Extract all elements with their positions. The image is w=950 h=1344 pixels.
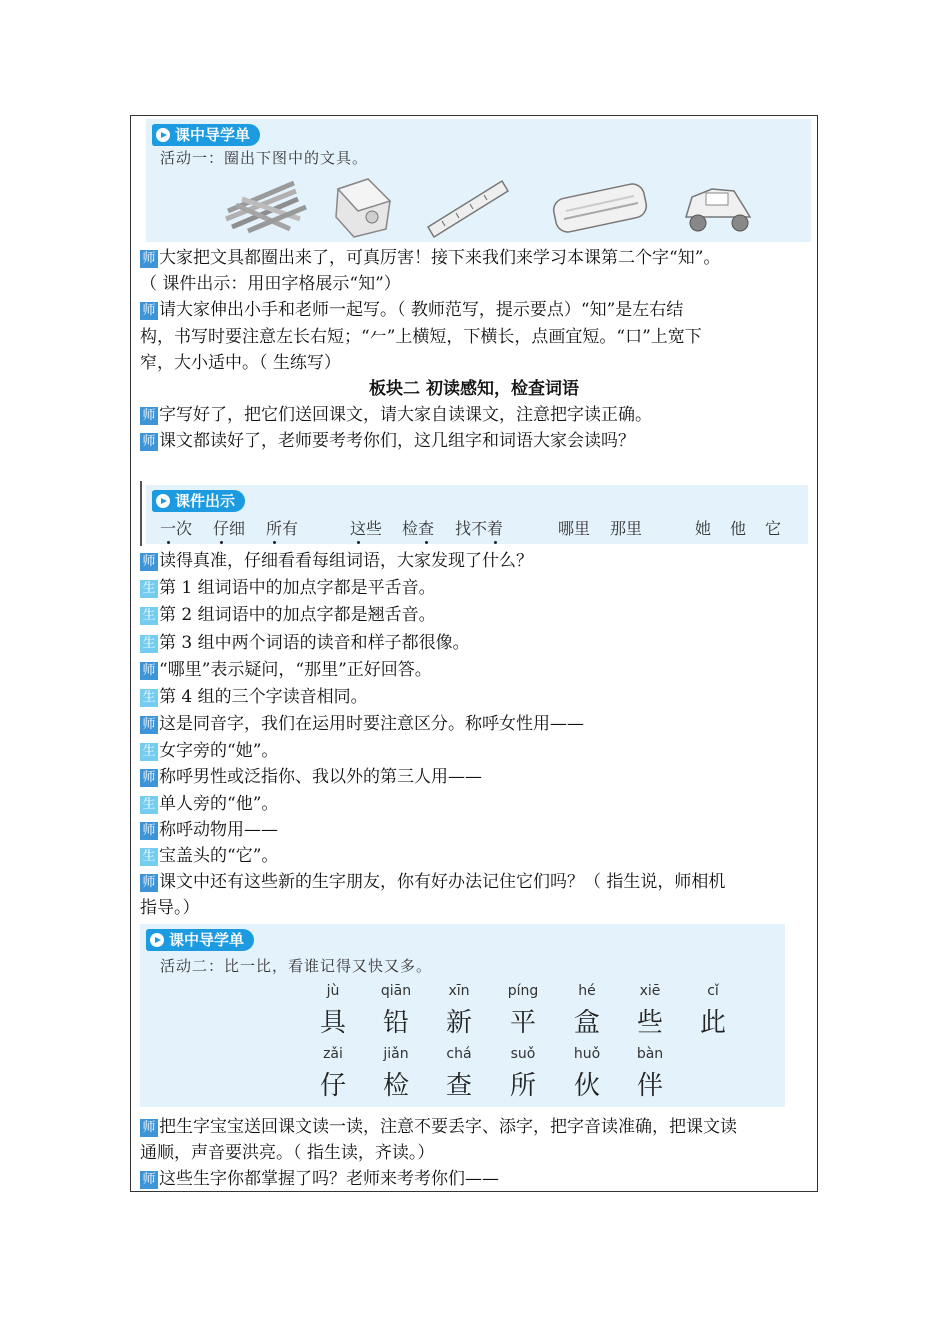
dialogue-line: 生 单人旁的“他”。 [140, 791, 278, 817]
teacher-badge: 师 [140, 769, 158, 787]
pinyin: píng [507, 983, 539, 999]
dialogue-line: 师 读得真准，仔细看看每组词语，大家发现了什么？ [140, 548, 533, 574]
hanzi: 伴 [636, 1071, 663, 1101]
word-item: 她 [695, 519, 712, 538]
teacher-badge: 师 [140, 874, 158, 892]
play-icon [156, 494, 170, 508]
teacher-badge: 师 [140, 553, 158, 571]
dialogue-line: 师 这是同音字，我们在运用时要注意区分。称呼女性用—— [140, 711, 584, 737]
word-item: 找不着 [455, 519, 504, 538]
dialogue-line: 窄，大小适中。（ 生练写） [140, 353, 341, 373]
dialogue-line: 师 “哪里”表示疑问，“那里”正好回答。 [140, 657, 432, 683]
student-badge: 生 [140, 743, 158, 761]
student-badge: 生 [140, 580, 158, 598]
pinyin: jiǎn [383, 1046, 409, 1062]
dialogue-line: 通顺，声音要洪亮。（ 指生读，齐读。） [140, 1143, 435, 1163]
activity-panel-1 [146, 119, 811, 242]
sharpener-icon [336, 179, 390, 237]
dialogue-line: 师 这些生字你都掌握了吗？老师来考考你们—— [140, 1166, 499, 1192]
word-item: 一次 [160, 519, 193, 538]
dialogue-line: 构，书写时要注意左长右短；“𠂉”上横短，下横长，点画宜短。“口”上宽下 [140, 327, 702, 347]
word-item: 仔细 [213, 519, 246, 538]
panel-tab: 课中导学单 [146, 929, 254, 951]
dialogue-line: 师 称呼男性或泛指你、我以外的第三人用—— [140, 764, 482, 790]
teacher-badge: 师 [140, 1119, 158, 1137]
teacher-badge: 师 [140, 822, 158, 840]
word-item: 它 [765, 519, 782, 538]
dialogue-line: 师 字写好了，把它们送回课文，请大家自读课文，注意把字读正确。 [140, 402, 652, 428]
hanzi: 此 [699, 1008, 726, 1038]
hanzi: 检 [382, 1071, 409, 1101]
teacher-badge: 师 [140, 302, 158, 320]
word-item: 所有 [266, 519, 299, 538]
hanzi: 些 [636, 1008, 663, 1038]
dialogue-line: 师 称呼动物用—— [140, 817, 278, 843]
eraser-icon [551, 182, 648, 234]
teacher-badge: 师 [140, 662, 158, 680]
stationery-illustration [146, 119, 811, 242]
dialogue-line: （ 课件出示：用田字格展示“知”） [140, 274, 401, 294]
word-item: 哪里 [558, 519, 591, 538]
student-badge: 生 [140, 796, 158, 814]
toy-car-icon [686, 189, 750, 231]
student-badge: 生 [140, 635, 158, 653]
dialogue-line: 师 课文中还有这些新的生字朋友，你有好办法记住它们吗？（ 指生说，师相机 [140, 869, 725, 895]
hanzi: 盒 [573, 1008, 600, 1038]
teacher-badge: 师 [140, 433, 158, 451]
hanzi: 新 [445, 1008, 472, 1038]
teacher-badge: 师 [140, 716, 158, 734]
pinyin: huǒ [573, 1046, 601, 1062]
dialogue-line: 生 第 3 组中两个词语的读音和样子都很像。 [140, 630, 470, 656]
play-icon [150, 933, 164, 947]
teacher-badge: 师 [140, 1171, 158, 1189]
panel-tab: 课中导学单 [152, 124, 260, 146]
pinyin: suǒ [510, 1046, 536, 1062]
pinyin: hé [578, 983, 596, 999]
student-badge: 生 [140, 689, 158, 707]
dialogue-line: 师 大家把文具都圈出来了，可真厉害！接下来我们来学习本课第二个字“知”。 [140, 245, 720, 271]
dialogue-line: 师 把生字宝宝送回课文读一读，注意不要丢字、添字，把字音读准确，把课文读 [140, 1114, 737, 1140]
section-heading: 板块二 初读感知，检查词语 [369, 379, 579, 399]
pinyin: xīn [448, 983, 470, 999]
hanzi: 伙 [573, 1071, 600, 1101]
word-item: 检查 [402, 519, 435, 538]
pinyin: cǐ [707, 983, 719, 999]
dialogue-line: 生 第 1 组词语中的加点字都是平舌音。 [140, 575, 436, 601]
ruler-icon [428, 181, 508, 237]
hanzi: 铅 [382, 1008, 409, 1038]
dialogue-line: 师 请大家伸出小手和老师一起写。（ 教师范写，提示要点）“知”是左右结 [140, 297, 683, 323]
pinyin: bàn [636, 1046, 664, 1062]
word-item: 他 [730, 519, 747, 538]
hanzi: 查 [445, 1071, 472, 1101]
dialogue-line: 生 第 4 组的三个字读音相同。 [140, 684, 368, 710]
pinyin: zǎi [323, 1046, 343, 1062]
hanzi: 仔 [319, 1071, 346, 1101]
pencils-icon [226, 183, 306, 231]
dialogue-line: 生 女字旁的“她”。 [140, 738, 278, 764]
dialogue-line: 师 课文都读好了，老师要考考你们，这几组字和词语大家会读吗？ [140, 428, 635, 454]
hanzi: 具 [319, 1008, 346, 1038]
dialogue-line: 指导。） [140, 898, 200, 918]
pinyin: chá [446, 1046, 472, 1062]
teacher-badge: 师 [140, 407, 158, 425]
panel-tab: 课件出示 [152, 490, 245, 512]
student-badge: 生 [140, 848, 158, 866]
hanzi: 平 [509, 1008, 536, 1038]
dialogue-line: 生 宝盖头的“它”。 [140, 843, 278, 869]
pinyin: jù [326, 983, 340, 999]
hanzi: 所 [509, 1071, 536, 1101]
activity-instruction: 活动二：比一比，看谁记得又快又多。 [160, 957, 433, 975]
activity-instruction: 活动一：圈出下图中的文具。 [160, 149, 369, 167]
word-item: 那里 [610, 519, 643, 538]
dialogue-line: 生 第 2 组词语中的加点字都是翘舌音。 [140, 602, 436, 628]
pinyin: xiē [639, 983, 661, 999]
student-badge: 生 [140, 607, 158, 625]
panel-divider [140, 481, 142, 546]
teacher-badge: 师 [140, 250, 158, 268]
word-item: 这些 [350, 519, 383, 538]
pinyin: qiān [380, 983, 412, 999]
